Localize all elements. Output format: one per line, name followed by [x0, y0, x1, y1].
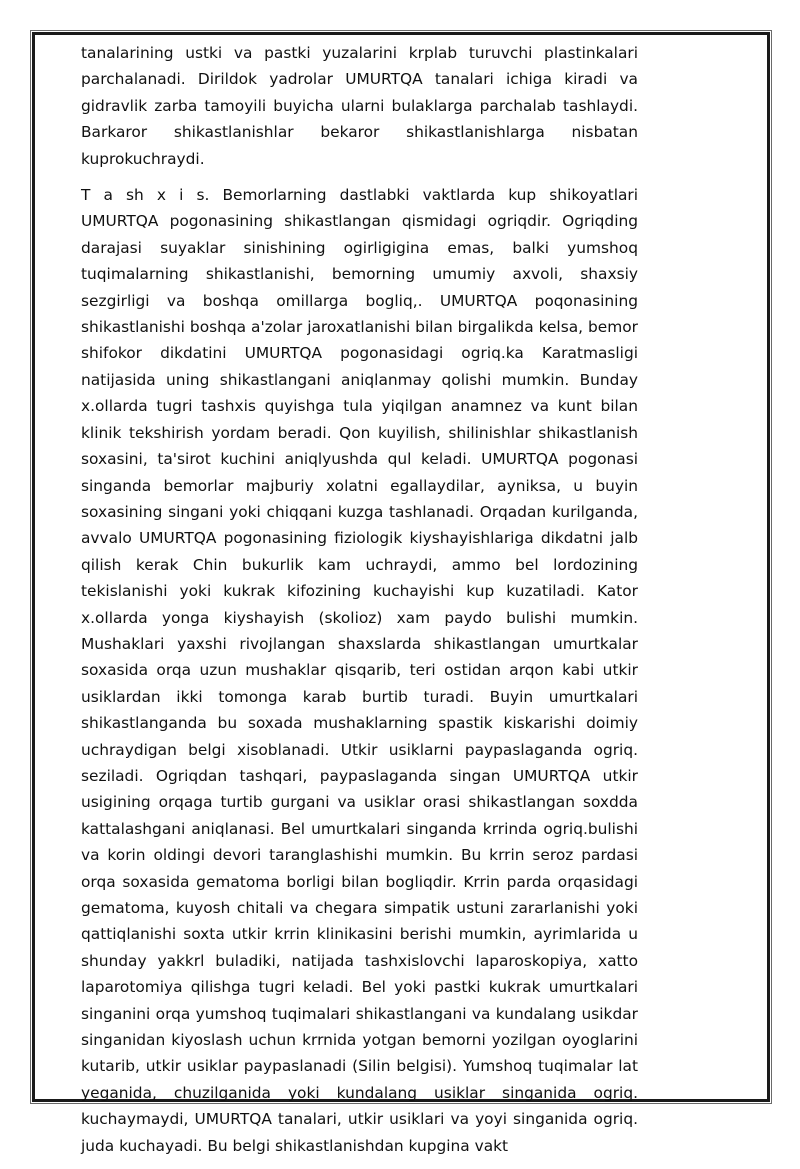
paragraph: T a sh x i s. Bemorlarning dastlabki vaktlarda kup shikoyatlari UMURTQA pogonasining shikastlangan qismidagi ogriqdir. Ogriqding darajasi suyaklar sinishining ogirligigina emas, balki yumshoq tuqimalarning shikastlanishi, bemorning umumiy axvoli, shaxsiy sezgirligi va boshqa omillarga bogliq,. UMURTQA poqonasining shikastlanishi boshqa a'zolar jaroxatlanishi bilan birgalikda kelsa, bemor shifokor dikdatini UMURTQA pogonasidagi ogriq.ka Karatmasligi natijasida uning shikastlangani aniqlanmay qolishi mumkin. Bunday x.ollarda tugri tashxis quyishga tula yiqilgan anamnez va kunt bilan klinik tekshirish yordam beradi. Qon kuyilish, shilinishlar shikastlanish soxasini, ta'sirot kuchini aniqlyushda qul keladi. UMURTQA pogonasi singanda bemorlar majburiy xolatni egallaydilar, ayniksa, u buyin soxasining singani yoki chiqqani kuzga tashlanadi. Orqadan kurilganda, avvalo UMURTQA pogonasining fiziologik kiyshayishlariga dikdatni jalb qilish kerak Chin bukurlik kam uchraydi, ammo bel lordozining tekislanishi yoki kukrak kifozining kuchayishi kup kuzatiladi. Kator x.ollarda yonga kiyshayish (skolioz) xam paydo bulishi mumkin. Mushaklari yaxshi rivojlangan shaxslarda shikastlangan umurtkalar soxasida orqa uzun mushaklar qisqarib, teri ostidan arqon kabi utkir usiklardan ikki tomonga karab burtib turadi. Buyin umurtkalari shikastlanganda bu soxada mushaklarning spastik kiskarishi doimiy uchraydigan belgi xisoblanadi. Utkir usiklarni paypaslaganda ogriq. seziladi. Ogriqdan tashqari, paypaslaganda singan UMURTQA utkir usigining orqaga turtib gurgani va usiklar orasi shikastlangan soxdda kattalashgani aniqlanasi. Bel umurtkalari singanda krrinda ogriq.bulishi va korin oldingi devori taranglashishi mumkin. Bu krrin seroz pardasi orqa soxasida gematoma borligi bilan bogliqdir. Krrin parda orqasidagi gematoma, kuyosh chitali va chegara simpatik ustuni zararlanishi yoki qattiqlanishi soxta utkir krrin klinikasini berishi mumkin, ayrimlarida u shunday yakkrl buladiki, natijada tashxislovchi laparoskopiya, xatto laparotomiya qilishga tugri keladi. Bel yoki pastki kukrak umurtkalari singanini orqa yumshoq tuqimalari shikastlangani va kundalang usikdar singanidan kiyoslash uchun krrnida yotgan bemorni yozilgan oyoglarini kutarib, utkir usiklar paypaslanadi (Silin belgisi). Yumshoq tuqimalar lat yeganida, chuzilganida yoki kundalang usiklar singanida ogriq. kuchaymaydi, UMURTQA tanalari, utkir usiklari va yoyi singanida ogriq. juda kuchayadi. Bu belgi shikastlanishdan kupgina vakt [81, 186, 638, 1155]
paragraph: tanalarining ustki va pastki yuzalarini krplab turuvchi plastinkalari parchalanadi. Dirildok yadrolar UMURTQA tanalari ichiga kiradi va gidravlik zarba tamoyili buyicha ularni bulaklarga parchalab tashlaydi. Barkaror shikastlanishlar bekaror shikastlanishlarga nisbatan kuprokuchraydi. [81, 44, 638, 168]
document-body [81, 40, 638, 1169]
